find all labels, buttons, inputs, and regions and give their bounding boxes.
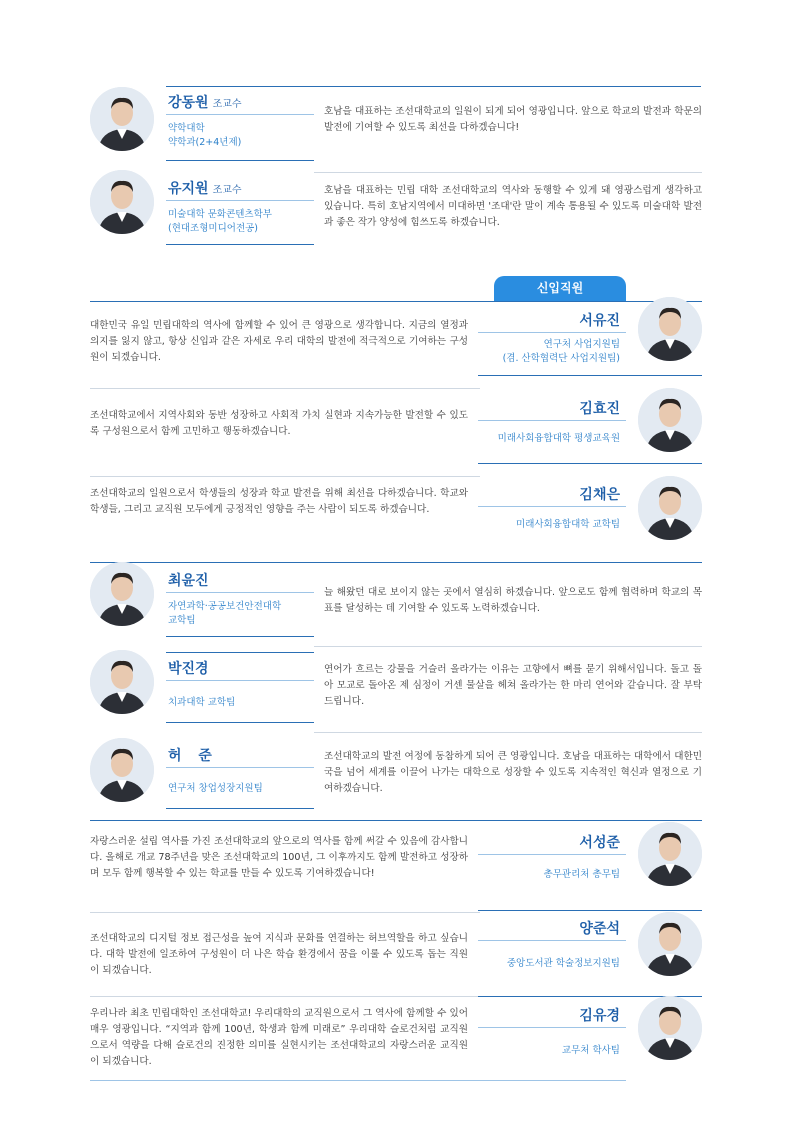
message: 호남을 대표하는 민립 대학 조선대학교의 역사와 동행할 수 있게 돼 영광스럽게 생각하고 있습니다. 특히 호남지역에서 미대하면 '조대'란 말이 계속 통용될 수 있도록 미술대학 발전과 좋은 작가 양성에 힘쓰도록 하겠습니다. — [324, 185, 702, 228]
profile-photo — [638, 822, 702, 886]
profile-photo — [90, 170, 154, 234]
message: 조선대학교의 일원으로서 학생들의 성장과 학교 발전을 위해 최선을 다하겠습니다. 학교와 학생들, 그리고 교직원 모두에게 긍정적인 영향을 주는 사람이 되도록 하겠습니다. — [90, 488, 468, 515]
person-name: 김채은 — [579, 487, 620, 503]
person-name: 서유진 — [579, 313, 620, 329]
profile-photo — [90, 650, 154, 714]
person-name: 서성준 — [579, 835, 620, 851]
section-tab: 신입직원 — [494, 276, 626, 301]
person-name: 김효진 — [579, 401, 620, 417]
department: 연구처 사업지원팀 (겸. 산학협력단 사업지원팀) — [502, 339, 620, 364]
department: 교무처 학사팀 — [561, 1045, 620, 1056]
profile-photo — [90, 87, 154, 151]
message: 조선대학교의 디지털 정보 접근성을 높여 지식과 문화를 연결하는 허브역할을 하고 싶습니다. 대학 발전에 일조하여 구성원이 더 나은 학습 환경에서 꿈을 이룰 수 있도록 돕는 직원이 되겠습니다. — [90, 933, 468, 976]
message: 호남을 대표하는 조선대학교의 일원이 되게 되어 영광입니다. 앞으로 학교의 발전과 학문의 발전에 기여할 수 있도록 최선을 다하겠습니다! — [324, 106, 702, 133]
message: 늘 해왔던 대로 보이지 않는 곳에서 열심히 하겠습니다. 앞으로도 함께 협력하며 학교의 목표를 달성하는 데 기여할 수 있도록 노력하겠습니다. — [324, 587, 702, 614]
message: 우리나라 최초 민립대학인 조선대학교! 우리대학의 교직원으로서 그 역사에 함께할 수 있어 매우 영광입니다. “지역과 함께 100년, 학생과 함께 미래로” 우리대학 슬로건처럼 교직원으로서 역량을 다해 슬로건의 진정한 의미를 실현시키는 조선대학교의 자랑스러운 교직원이 되겠습니다. — [90, 1008, 468, 1067]
department: 연구처 창업성장지원팀 — [168, 783, 263, 794]
message: 조선대학교에서 지역사회와 동반 성장하고 사회적 가치 실현과 지속가능한 발전할 수 있도록 구성원으로서 함께 고민하고 행동하겠습니다. — [90, 410, 468, 437]
message: 연어가 흐르는 강물을 거슬러 올라가는 이유는 고향에서 뼈를 묻기 위해서입니다. 돌고 돌아 모교로 돌아온 제 심정이 거센 물살을 헤쳐 올라가는 한 마리 연어와 같습니다. 잘 부탁드립니다. — [324, 664, 702, 707]
message: 자랑스러운 설립 역사를 가진 조선대학교의 앞으로의 역사를 함께 써갈 수 있음에 감사합니다. 올해로 개교 78주년을 맞은 조선대학교의 100년, 그 이후까지도 함께 발전하고 성장하며 모두 함께 행복할 수 있는 학교를 만들 수 있도록 기여하겠습니다! — [90, 836, 468, 879]
department: 중앙도서관 학술정보지원팀 — [506, 958, 620, 969]
person-name: 강동원 조교수 — [168, 95, 242, 111]
department: 미술대학 문화콘텐츠학부 (현대조형미디어전공) — [168, 209, 272, 234]
department: 미래사회융합대학 평생교육원 — [497, 433, 620, 444]
person-name: 김유경 — [579, 1008, 620, 1024]
profile-photo — [90, 738, 154, 802]
profile-photo — [638, 996, 702, 1060]
department: 치과대학 교학팀 — [168, 697, 236, 708]
profile-photo — [638, 476, 702, 540]
person-name: 박진경 — [168, 661, 209, 677]
person-name: 양준석 — [579, 921, 620, 937]
person-name: 유지원 조교수 — [168, 181, 242, 197]
person-name: 허 준 — [168, 748, 218, 764]
department: 총무관리처 총무팀 — [543, 869, 620, 880]
person-name: 최윤진 — [168, 573, 209, 589]
department: 자연과학·공공보건안전대학 교학팀 — [168, 601, 282, 626]
profile-photo — [90, 562, 154, 626]
profile-photo — [638, 388, 702, 452]
profile-photo — [638, 912, 702, 976]
profile-photo — [638, 297, 702, 361]
department: 미래사회융합대학 교학팀 — [516, 519, 620, 530]
department: 약학대학 약학과(2+4년제) — [168, 123, 242, 148]
message: 조선대학교의 발전 여정에 동참하게 되어 큰 영광입니다. 호남을 대표하는 대학에서 대한민국을 넘어 세계를 이끌어 나가는 대학으로 성장할 수 있도록 지속적인 혁신과 열정으로 기여하겠습니다. — [324, 751, 702, 794]
message: 대한민국 유일 민립대학의 역사에 함께할 수 있어 큰 영광으로 생각합니다. 지금의 열정과 의지를 잃지 않고, 항상 신입과 같은 자세로 우리 대학의 발전에 적극적으로 기여하는 구성원이 되겠습니다. — [90, 320, 468, 363]
